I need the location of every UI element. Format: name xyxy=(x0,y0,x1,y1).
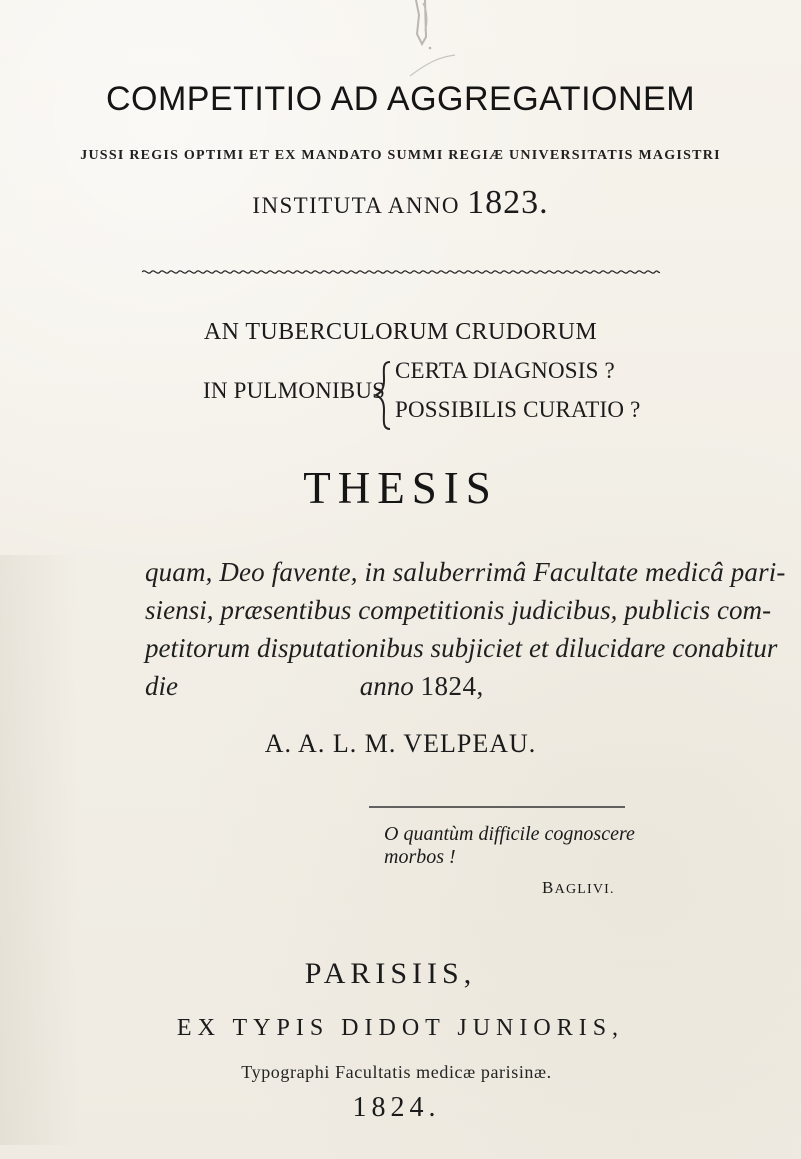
attribution-initial: B xyxy=(542,878,555,897)
dedication-year: 1824, xyxy=(420,671,484,701)
die-word: die xyxy=(145,671,178,701)
imprint-role: Typographi Facultatis medicæ parisinæ. xyxy=(241,1062,552,1082)
main-title: COMPETITIO AD AGGREGATIONEM xyxy=(105,80,696,118)
question-item-curatio: POSSIBILIS CURATIO ? xyxy=(395,397,641,422)
dedication-line-1: quam, Deo favente, in saluberrimâ Facultate medicâ pari- xyxy=(145,557,786,587)
thesis-title: THESIS xyxy=(303,463,498,513)
ornamental-rule-icon xyxy=(142,268,660,276)
ink-mark-icon xyxy=(382,0,466,78)
attribution-rest: AGLIVI. xyxy=(554,882,615,897)
royal-mandate-line: JUSSI REGIS OPTIMI ET EX MANDATO SUMMI REGIÆ UNIVERSITATIS MAGISTRI xyxy=(80,148,721,163)
question-brace-group xyxy=(203,358,641,434)
imprint-printer: EX TYPIS DIDOT JUNIORIS, xyxy=(176,1015,625,1041)
instituta-year: 1823. xyxy=(467,184,549,221)
epigraph-line-1: O quantùm difficile cognoscere xyxy=(384,823,635,845)
imprint-year: 1824. xyxy=(352,1092,441,1123)
epigraph-line-2: morbos ! xyxy=(384,846,456,868)
question-lead: IN PULMONIBUS xyxy=(203,378,386,403)
institution-year-line xyxy=(0,184,801,222)
epigraph-attribution xyxy=(542,878,615,898)
epigraph xyxy=(384,823,684,869)
left-brace-icon xyxy=(372,358,396,433)
question-title: AN TUBERCULORUM CRUDORUM xyxy=(203,319,598,345)
question-item-diagnosis: CERTA DIAGNOSIS ? xyxy=(395,358,615,383)
imprint-city: PARISIIS, xyxy=(304,957,477,990)
instituta-label: INSTITUTA ANNO xyxy=(252,193,460,218)
dedication-line-2: siensi, præsentibus competitionis judicibus, publicis com- xyxy=(145,595,772,625)
author-name: A. A. L. M. VELPEAU. xyxy=(264,729,537,758)
thesis-dedication xyxy=(145,553,786,705)
paper-stain xyxy=(0,555,80,1145)
dedication-line-3: petitorum disputationibus subjiciet et dilucidare conabitur xyxy=(145,633,778,663)
dedication-line-4 xyxy=(145,667,670,705)
epigraph-rule xyxy=(369,806,625,808)
anno-word: anno xyxy=(359,671,414,701)
